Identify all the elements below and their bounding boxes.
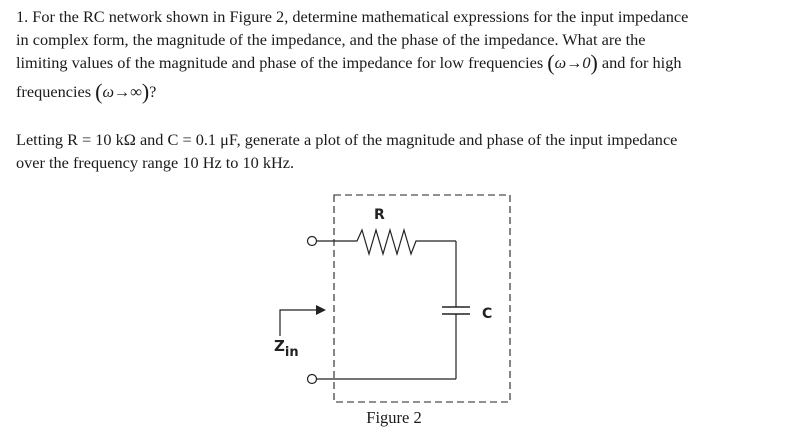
capacitor-label: C xyxy=(482,306,493,322)
low-frequency-limit: ω→0 xyxy=(554,53,591,72)
input-terminal-top xyxy=(308,237,317,246)
high-frequency-limit: ω→∞ xyxy=(102,82,142,101)
zin-arrowhead-icon xyxy=(316,305,326,315)
dashed-network-boundary xyxy=(334,195,510,402)
task-line-2: over the frequency range 10 Hz to 10 kHz. xyxy=(16,153,295,172)
input-terminal-bottom xyxy=(308,375,317,384)
zin-label: Zin xyxy=(274,337,299,360)
problem-text xyxy=(16,5,776,103)
problem-line-4: frequencies (ω→∞)? xyxy=(16,79,157,104)
figure-caption: Figure 2 xyxy=(366,408,422,427)
problem-line-3: limiting values of the magnitude and phase of the impedance for low frequencies (ω→0) and for high xyxy=(16,50,682,75)
resistor-label: R xyxy=(374,207,385,223)
task-line-1: Letting R = 10 kΩ and C = 0.1 μF, generate a plot of the magnitude and phase of the input impedance xyxy=(16,130,678,149)
problem-line-1: 1. For the RC network shown in Figure 2, determine mathematical expressions for the input impedance xyxy=(16,7,689,26)
task-text xyxy=(16,128,776,174)
problem-number: 1. xyxy=(16,7,29,26)
resistor-symbol xyxy=(352,230,456,254)
zin-arrow-icon xyxy=(280,310,318,336)
problem-line-2: in complex form, the magnitude of the impedance, and the phase of the impedance. What are the xyxy=(16,30,646,49)
